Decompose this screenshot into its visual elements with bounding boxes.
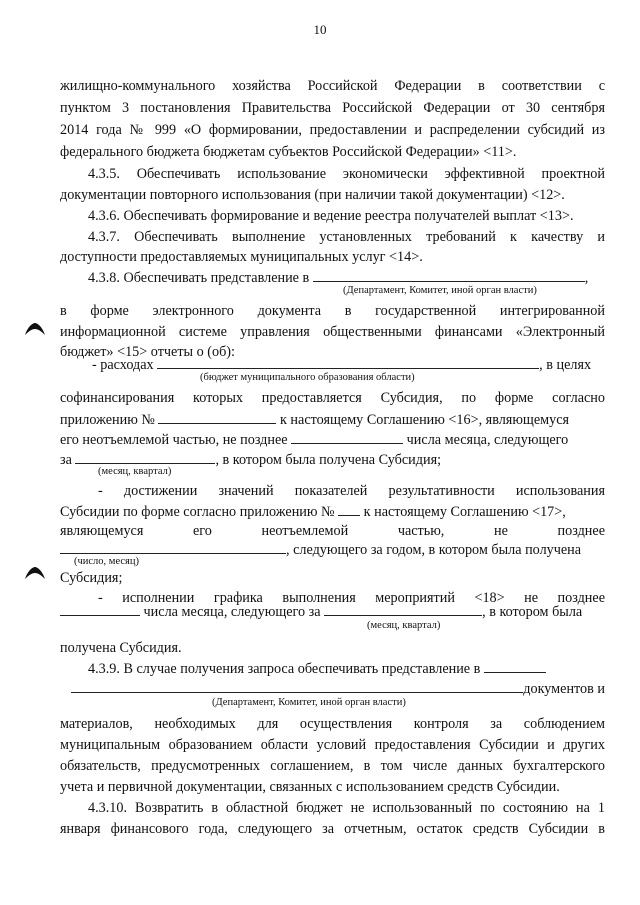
text-line: информационной системе управления общественными финансами «Электронный (60, 324, 605, 340)
text-fragment: за (60, 452, 72, 468)
text-line: Субсидия; (60, 570, 123, 586)
text-line: пунктом 3 постановления Правительства Российской Федерации от 30 сентября (60, 100, 605, 116)
field-caption: (число, месяц) (74, 556, 139, 567)
text-fragment: числа месяца, следующего (406, 432, 569, 448)
text-fragment: Субсидии по форме согласно приложению № (60, 504, 335, 520)
text-line: обязательств, предусмотренных соглашением, в том числе данных бухгалтерского (60, 758, 605, 774)
text-line: документации повторного использования (при наличии такой документации) <12>. (60, 187, 565, 203)
report-indicators-line: - достижении значений показателей результативности использования (98, 483, 605, 499)
report-schedule-line: - исполнении графика выполнения мероприятий <18> не позднее (98, 590, 605, 606)
text-line (60, 430, 605, 449)
field-caption: (бюджет муниципального образования области) (200, 372, 415, 383)
text-line: учета и первичной документации, связанных с использованием средств Субсидии. (60, 779, 560, 795)
page-number: 10 (313, 22, 327, 37)
text-fragment: , (584, 270, 589, 286)
text-line: 2014 года № 999 «О формировании, предоставлении и распределении субсидий из (60, 122, 605, 138)
text-line: получена Субсидия. (60, 640, 182, 656)
text-line (60, 540, 605, 559)
text-fragment: , в целях (539, 357, 592, 373)
text-fragment: числа месяца, следующего за (143, 604, 321, 620)
blank-field[interactable] (157, 355, 539, 369)
blank-field[interactable] (158, 410, 276, 424)
text-fragment: документов и (523, 681, 605, 697)
blank-field[interactable] (484, 659, 546, 673)
text-fragment: 4.3.8. Обеспечивать представление в (88, 270, 310, 286)
paragraph-4-3-9 (88, 659, 605, 678)
text-line (60, 679, 605, 698)
paragraph-4-3-7: 4.3.7. Обеспечивать выполнение установленных требований к качеству и (88, 229, 605, 245)
margin-mark-icon (24, 566, 46, 580)
text-fragment: 4.3.9. В случае получения запроса обеспечивать представление в (88, 661, 481, 677)
blank-field[interactable] (291, 430, 403, 444)
blank-field[interactable] (71, 679, 523, 693)
text-line: января финансового года, следующего за отчетным, остаток средств Субсидии в (60, 821, 605, 837)
text-fragment: , в котором была получена Субсидия; (215, 452, 442, 468)
blank-field[interactable] (60, 602, 140, 616)
text-line: материалов, необходимых для осуществления контроля за соблюдением (60, 716, 605, 732)
paragraph-4-3-6: 4.3.6. Обеспечивать формирование и ведение реестра получателей выплат <13>. (88, 208, 574, 224)
margin-mark-icon (24, 322, 46, 336)
blank-field[interactable] (60, 540, 286, 554)
paragraph-4-3-10: 4.3.10. Возвратить в областной бюджет не использованный по состоянию на 1 (88, 800, 605, 816)
text-fragment: , в котором была (482, 604, 583, 620)
text-line: являющемуся его неотъемлемой частью, не позднее (60, 523, 605, 539)
blank-field[interactable] (338, 502, 360, 516)
field-caption: (месяц, квартал) (98, 466, 172, 477)
paragraph-4-3-5: 4.3.5. Обеспечивать использование экономически эффективной проектной (88, 166, 605, 182)
text-line: муниципальным образованием области условий предоставления Субсидии и других (60, 737, 605, 753)
text-fragment: приложению № (60, 412, 155, 428)
field-caption: (Департамент, Комитет, иной орган власти) (212, 697, 406, 708)
text-line: жилищно-коммунального хозяйства Российской Федерации в соответствии с (60, 78, 605, 94)
text-line: софинансирования которых предоставляется Субсидия, по форме согласно (60, 390, 605, 406)
text-line: федерального бюджета бюджетам субъектов Российской Федерации» <11>. (60, 144, 517, 160)
blank-field[interactable] (75, 450, 215, 464)
text-line: бюджет» <15> отчеты о (об): (60, 344, 235, 360)
text-line (60, 410, 605, 429)
blank-field[interactable] (313, 268, 585, 282)
text-fragment: его неотъемлемой частью, не позднее (60, 432, 288, 448)
field-caption: (Департамент, Комитет, иной орган власти) (343, 285, 537, 296)
blank-field[interactable] (324, 602, 482, 616)
text-line (60, 602, 605, 621)
text-fragment: к настоящему Соглашению <17>, (363, 504, 566, 520)
text-line (60, 502, 605, 521)
field-caption: (месяц, квартал) (367, 620, 441, 631)
text-line: доступности предоставляемых муниципальных услуг <14>. (60, 249, 423, 265)
text-fragment: , следующего за годом, в котором была получена (286, 542, 582, 558)
text-line: в форме электронного документа в государственной интегрированной (60, 303, 605, 319)
text-fragment: к настоящему Соглашению <16>, являющемуся (279, 412, 570, 428)
text-fragment: - расходах (92, 357, 154, 373)
